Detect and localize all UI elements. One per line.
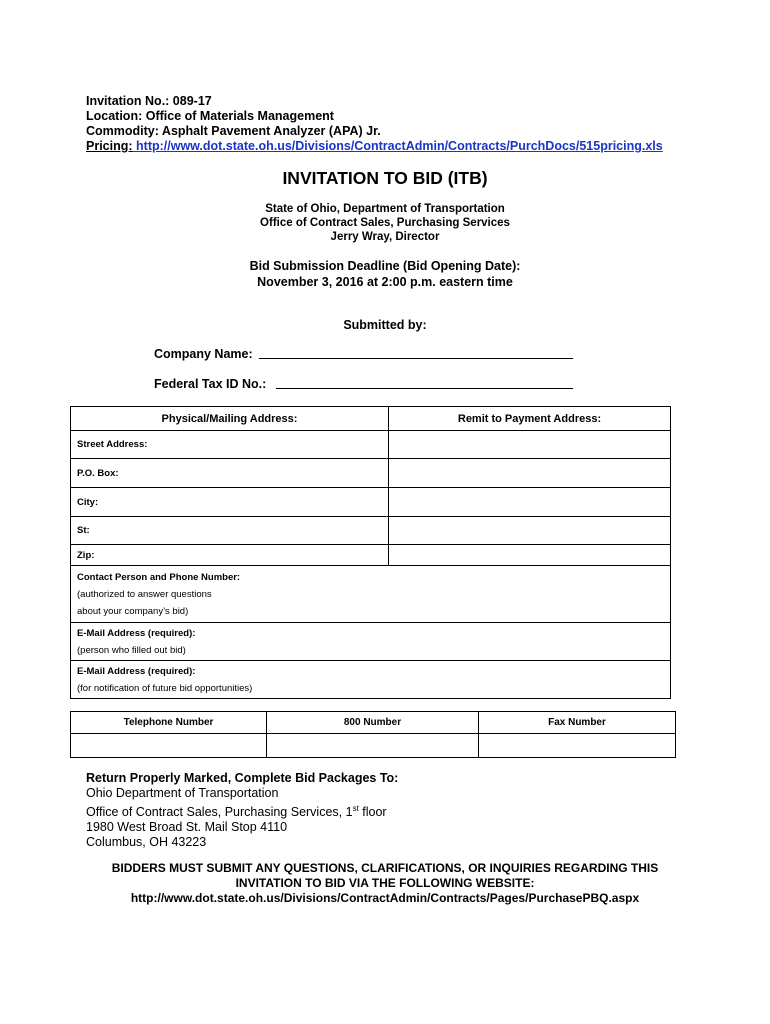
city-remit-cell[interactable] [389, 488, 671, 517]
contact-person-label: Contact Person and Phone Number: [77, 571, 241, 583]
phone-table-header [71, 712, 676, 734]
pricing-label: Pricing: [86, 139, 133, 153]
return-line-2-superscript: st [352, 804, 359, 813]
deadline-line-1: Bid Submission Deadline (Bid Opening Date): [249, 259, 521, 273]
email-address-cell-2[interactable] [71, 661, 671, 699]
federal-tax-id-label: Federal Tax ID No.: [154, 377, 267, 391]
table-row [71, 623, 671, 661]
org-line-1: State of Ohio, Department of Transportation [265, 203, 505, 215]
address-table [70, 406, 671, 699]
street-address-remit-cell[interactable] [389, 431, 671, 459]
street-address-label[interactable]: Street Address: [71, 431, 389, 459]
commodity: Commodity: Asphalt Pavement Analyzer (APA) Jr. [86, 124, 381, 138]
telephone-field[interactable] [71, 734, 267, 758]
fax-header: Fax Number [479, 712, 676, 734]
return-heading: Return Properly Marked, Complete Bid Packages To: [86, 771, 399, 785]
bidders-line-2: INVITATION TO BID VIA THE FOLLOWING WEBSITE: [235, 876, 535, 890]
federal-tax-id-field[interactable] [276, 388, 573, 389]
email-address-note-2: (for notification of future bid opportunities) [77, 682, 253, 694]
phone-table [70, 711, 676, 758]
email-address-cell-1[interactable] [71, 623, 671, 661]
contact-person-note-2: about your company’s bid) [77, 605, 189, 617]
po-box-label[interactable]: P.O. Box: [71, 459, 389, 488]
table-row [71, 661, 671, 699]
remit-address-header: Remit to Payment Address: [389, 407, 671, 431]
city-label[interactable]: City: [71, 488, 389, 517]
table-row [71, 517, 671, 545]
location: Location: Office of Materials Management [86, 109, 334, 123]
table-row [71, 459, 671, 488]
organization-block [0, 202, 770, 244]
return-address-block [86, 771, 398, 850]
table-row [71, 431, 671, 459]
company-name-label: Company Name: [154, 347, 253, 361]
table-row [71, 545, 671, 566]
table-row [71, 488, 671, 517]
return-line-4: Columbus, OH 43223 [86, 835, 207, 850]
header-block [86, 94, 663, 154]
contact-person-cell[interactable] [71, 566, 671, 623]
company-name-field[interactable] [259, 358, 573, 359]
pricing-link[interactable]: http://www.dot.state.oh.us/Divisions/ContractAdmin/Contracts/PurchDocs/515pricing.xls [132, 139, 663, 153]
return-line-1: Ohio Department of Transportation [86, 786, 279, 800]
zip-label[interactable]: Zip: [71, 545, 389, 566]
state-label[interactable]: St: [71, 517, 389, 545]
telephone-header: Telephone Number [71, 712, 267, 734]
physical-address-header: Physical/Mailing Address: [71, 407, 389, 431]
address-table-header [71, 407, 671, 431]
submitted-by-label: Submitted by: [343, 318, 427, 332]
phone-table-row [71, 734, 676, 758]
bidders-website-link[interactable]: http://www.dot.state.oh.us/Divisions/ContractAdmin/Contracts/Pages/PurchasePBQ.aspx [130, 891, 640, 905]
deadline-line-2: November 3, 2016 at 2:00 p.m. eastern time [257, 275, 513, 289]
email-address-label-2: E-Mail Address (required): [77, 665, 196, 677]
pricing-line [86, 139, 663, 154]
zip-remit-cell[interactable] [389, 545, 671, 566]
org-line-3: Jerry Wray, Director [330, 231, 440, 243]
eight-hundred-header: 800 Number [267, 712, 479, 734]
return-line-3: 1980 West Broad St. Mail Stop 4110 [86, 820, 288, 835]
po-box-remit-cell[interactable] [389, 459, 671, 488]
return-line-2-text: Office of Contract Sales, Purchasing Services, 1 [86, 805, 353, 820]
table-row [71, 566, 671, 623]
document-title: INVITATION TO BID (ITB) [282, 168, 488, 188]
bidders-line-1: BIDDERS MUST SUBMIT ANY QUESTIONS, CLARIFICATIONS, OR INQUIRIES REGARDING THIS [111, 861, 659, 875]
contact-person-note-1: (authorized to answer questions [77, 588, 212, 600]
return-line-2 [86, 801, 398, 820]
state-remit-cell[interactable] [389, 517, 671, 545]
bidders-notice [0, 861, 770, 906]
deadline-block [0, 258, 770, 290]
org-line-2: Office of Contract Sales, Purchasing Services [260, 217, 510, 229]
fax-field[interactable] [479, 734, 676, 758]
invitation-number: Invitation No.: 089-17 [86, 94, 212, 108]
return-line-2-floor: floor [358, 805, 387, 820]
email-address-label-1: E-Mail Address (required): [77, 627, 196, 639]
eight-hundred-field[interactable] [267, 734, 479, 758]
email-address-note-1: (person who filled out bid) [77, 644, 186, 656]
